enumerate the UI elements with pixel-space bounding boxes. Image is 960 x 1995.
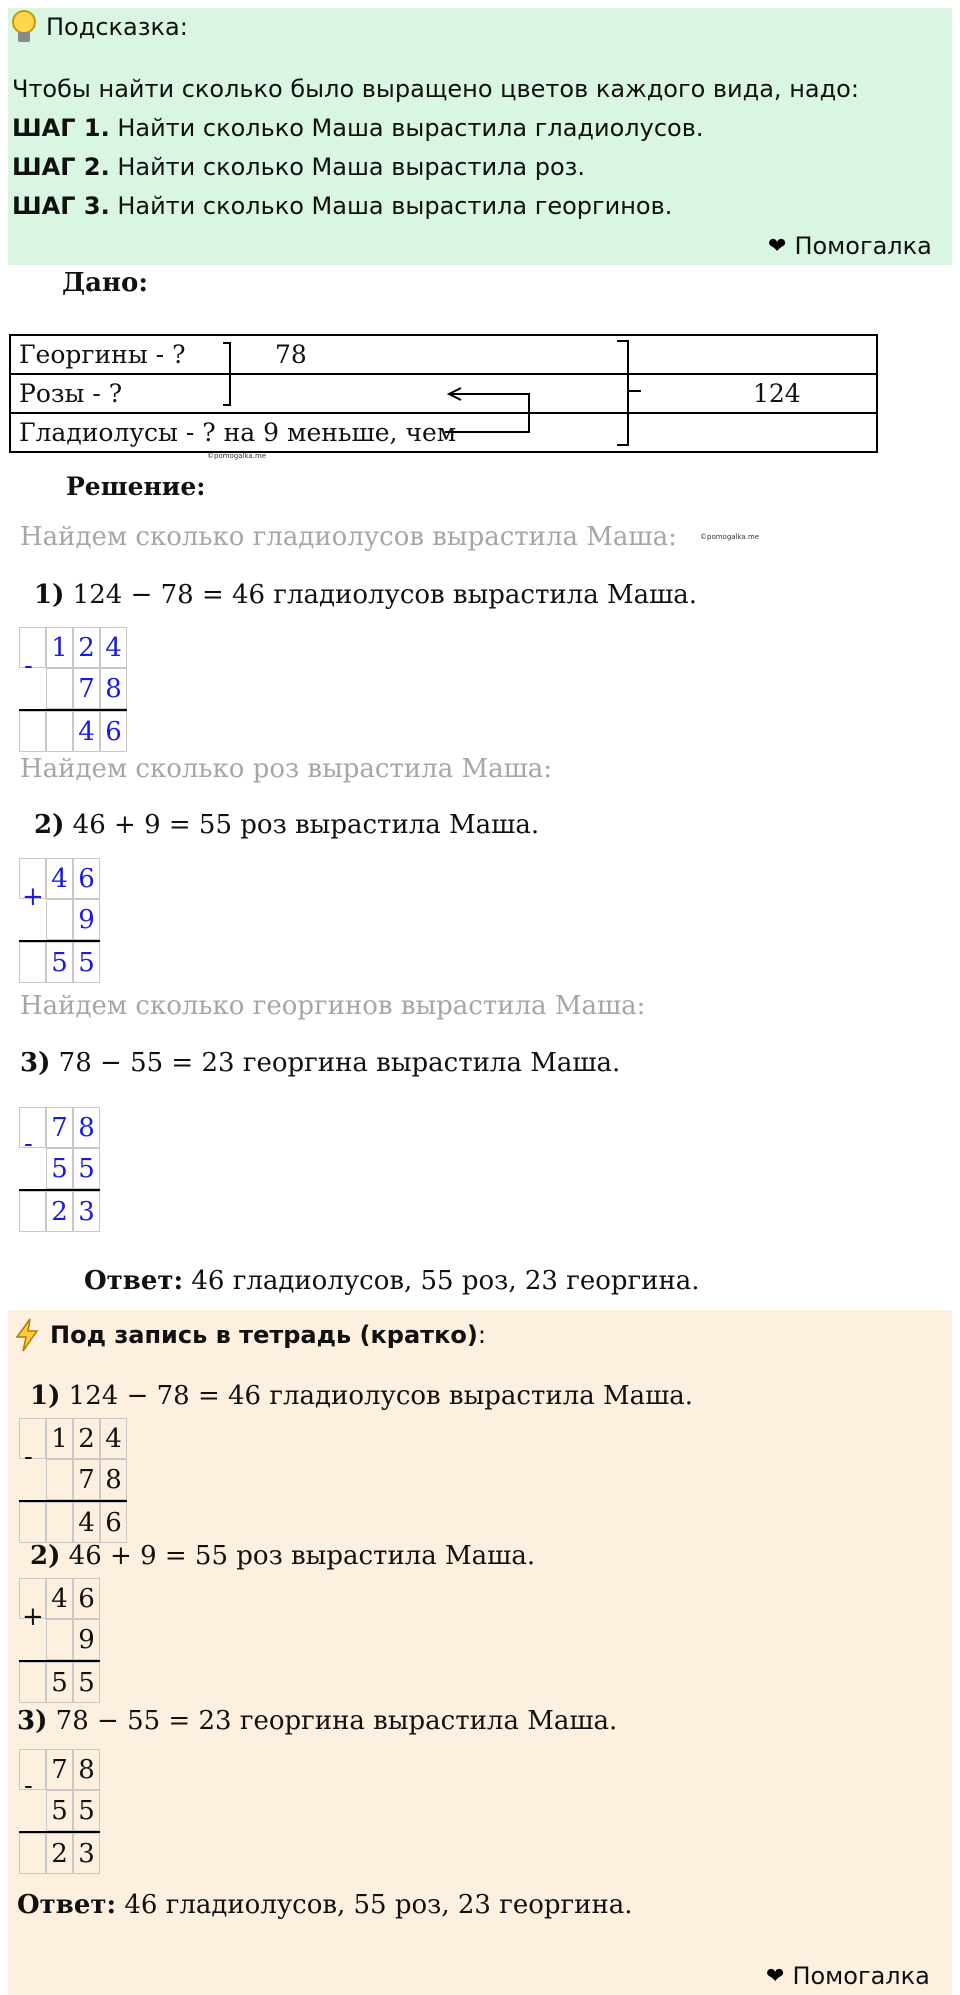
digit: 3 bbox=[73, 1833, 100, 1874]
digit: 3 bbox=[73, 1191, 100, 1232]
digit: 2 bbox=[46, 1833, 73, 1874]
hint-step-text: Найти сколько Маша вырастила роз. bbox=[109, 153, 586, 181]
digit: 5 bbox=[46, 1148, 73, 1189]
digit: 8 bbox=[100, 668, 127, 709]
step-expression: 124 − 78 = 46 bbox=[72, 580, 266, 610]
digit: 4 bbox=[100, 1418, 127, 1459]
hint-step-2 bbox=[12, 148, 859, 187]
given-row-name: Розы - ? bbox=[19, 379, 123, 408]
step-text: роз вырастила Маша. bbox=[232, 810, 540, 840]
digit: 5 bbox=[46, 942, 73, 983]
digit: 7 bbox=[73, 1459, 100, 1500]
step-number: 1) bbox=[30, 1381, 61, 1411]
answer bbox=[17, 1890, 633, 1920]
digit: 7 bbox=[73, 668, 100, 709]
operator: - bbox=[24, 651, 33, 681]
digit: 5 bbox=[46, 1790, 73, 1831]
watermark: ©pomogalka.me bbox=[700, 533, 760, 541]
hint-steps bbox=[12, 70, 859, 226]
small-brace bbox=[223, 342, 231, 406]
heart-icon: ❤ bbox=[766, 1963, 785, 1989]
digit: 4 bbox=[73, 711, 100, 752]
digit: 4 bbox=[100, 627, 127, 668]
hint-step-text: Найти сколько Маша вырастила георгинов. bbox=[109, 192, 673, 220]
lightning-icon bbox=[14, 1318, 40, 1352]
hint-intro: Чтобы найти сколько было выращено цветов каждого вида, надо: bbox=[12, 75, 859, 103]
hint-step-label: ШАГ 2. bbox=[12, 153, 110, 181]
digit: 4 bbox=[46, 858, 73, 899]
notebook-title: Под запись в тетрадь (кратко): bbox=[50, 1321, 486, 1349]
step-text: георгина вырастила Маша. bbox=[231, 1706, 618, 1736]
step-expression: 46 + 9 = 55 bbox=[72, 810, 233, 840]
hint-step-3 bbox=[12, 187, 859, 226]
digit: 6 bbox=[73, 858, 100, 899]
hint-step-text: Найти сколько Маша вырастила гладиолусов. bbox=[109, 114, 704, 142]
step-text: гладиолусов вырастила Маша. bbox=[261, 1381, 694, 1411]
solution-label: Решение: bbox=[66, 472, 206, 501]
total-brace-tip bbox=[629, 390, 641, 392]
digit: 5 bbox=[46, 1662, 73, 1703]
digit: 1 bbox=[46, 627, 73, 668]
digit: 7 bbox=[46, 1107, 73, 1148]
step-expression: 78 − 55 = 23 bbox=[55, 1706, 232, 1736]
digit: 5 bbox=[73, 1148, 100, 1189]
step-number: 3) bbox=[17, 1706, 48, 1736]
digit: 5 bbox=[73, 1790, 100, 1831]
answer-text: 46 гладиолусов, 55 роз, 23 георгина. bbox=[183, 1266, 700, 1296]
watermark: ©pomogalka.me bbox=[207, 452, 267, 460]
answer-label: Ответ: bbox=[17, 1890, 117, 1920]
answer-text: 46 гладиолусов, 55 роз, 23 георгина. bbox=[116, 1890, 633, 1920]
digit: 7 bbox=[46, 1749, 73, 1790]
digit: 5 bbox=[73, 1662, 100, 1703]
digit: 8 bbox=[73, 1749, 100, 1790]
arrow-icon bbox=[441, 386, 531, 436]
brand-name: Помогалка bbox=[792, 1962, 930, 1990]
digit: 2 bbox=[46, 1191, 73, 1232]
brand-badge bbox=[768, 232, 932, 260]
answer-label: Ответ: bbox=[84, 1266, 184, 1296]
notebook-header bbox=[14, 1318, 486, 1352]
digit: 6 bbox=[100, 711, 127, 752]
given-table bbox=[9, 334, 878, 460]
operator: - bbox=[24, 1771, 33, 1801]
total-brace bbox=[617, 340, 629, 446]
operator: - bbox=[24, 1129, 33, 1159]
operator: + bbox=[22, 1602, 44, 1632]
step-number: 2) bbox=[34, 810, 65, 840]
given-total: 124 bbox=[753, 379, 801, 408]
given-row-value: 78 bbox=[275, 340, 307, 369]
given-row-name: Георгины - ? bbox=[19, 340, 186, 369]
step-hint: Найдем сколько роз вырастила Маша: bbox=[20, 754, 553, 784]
hint-step-label: ШАГ 3. bbox=[12, 192, 110, 220]
step-text: гладиолусов вырастила Маша. bbox=[265, 580, 698, 610]
digit: 2 bbox=[73, 1418, 100, 1459]
digit: 8 bbox=[100, 1459, 127, 1500]
digit: 6 bbox=[100, 1502, 127, 1543]
hint-header bbox=[12, 10, 188, 44]
given-label: Дано: bbox=[62, 268, 148, 298]
digit: 4 bbox=[73, 1502, 100, 1543]
step-equation bbox=[17, 1706, 617, 1736]
step-expression: 78 − 55 = 23 bbox=[58, 1048, 235, 1078]
answer bbox=[84, 1266, 700, 1296]
digit: 6 bbox=[73, 1578, 100, 1619]
step-text: георгина вырастила Маша. bbox=[234, 1048, 621, 1078]
step-text: роз вырастила Маша. bbox=[228, 1541, 536, 1571]
digit: 5 bbox=[73, 942, 100, 983]
heart-icon: ❤ bbox=[768, 233, 787, 259]
digit: 9 bbox=[73, 899, 100, 940]
lightbulb-icon bbox=[12, 10, 36, 44]
step-equation bbox=[30, 1541, 535, 1571]
digit: 4 bbox=[46, 1578, 73, 1619]
given-row bbox=[11, 336, 876, 375]
step-number: 3) bbox=[20, 1048, 51, 1078]
operator: - bbox=[24, 1442, 33, 1472]
hint-title: Подсказка: bbox=[46, 13, 188, 41]
operator: + bbox=[22, 882, 44, 912]
brand-badge bbox=[766, 1962, 930, 1990]
step-expression: 124 − 78 = 46 bbox=[68, 1381, 262, 1411]
step-equation bbox=[34, 810, 539, 840]
step-hint: Найдем сколько гладиолусов вырастила Маша: bbox=[20, 522, 677, 552]
step-equation bbox=[30, 1381, 693, 1411]
given-row-name: Гладиолусы - ? на 9 меньше, чем bbox=[19, 418, 457, 447]
hint-step-1 bbox=[12, 109, 859, 148]
digit: 9 bbox=[73, 1619, 100, 1660]
step-hint: Найдем сколько георгинов вырастила Маша: bbox=[20, 991, 646, 1021]
step-number: 2) bbox=[30, 1541, 61, 1571]
digit: 8 bbox=[73, 1107, 100, 1148]
digit: 2 bbox=[73, 627, 100, 668]
step-equation bbox=[34, 580, 697, 610]
step-equation bbox=[20, 1048, 620, 1078]
step-number: 1) bbox=[34, 580, 65, 610]
hint-step-label: ШАГ 1. bbox=[12, 114, 110, 142]
digit: 1 bbox=[46, 1418, 73, 1459]
brand-name: Помогалка bbox=[794, 232, 932, 260]
step-expression: 46 + 9 = 55 bbox=[68, 1541, 229, 1571]
